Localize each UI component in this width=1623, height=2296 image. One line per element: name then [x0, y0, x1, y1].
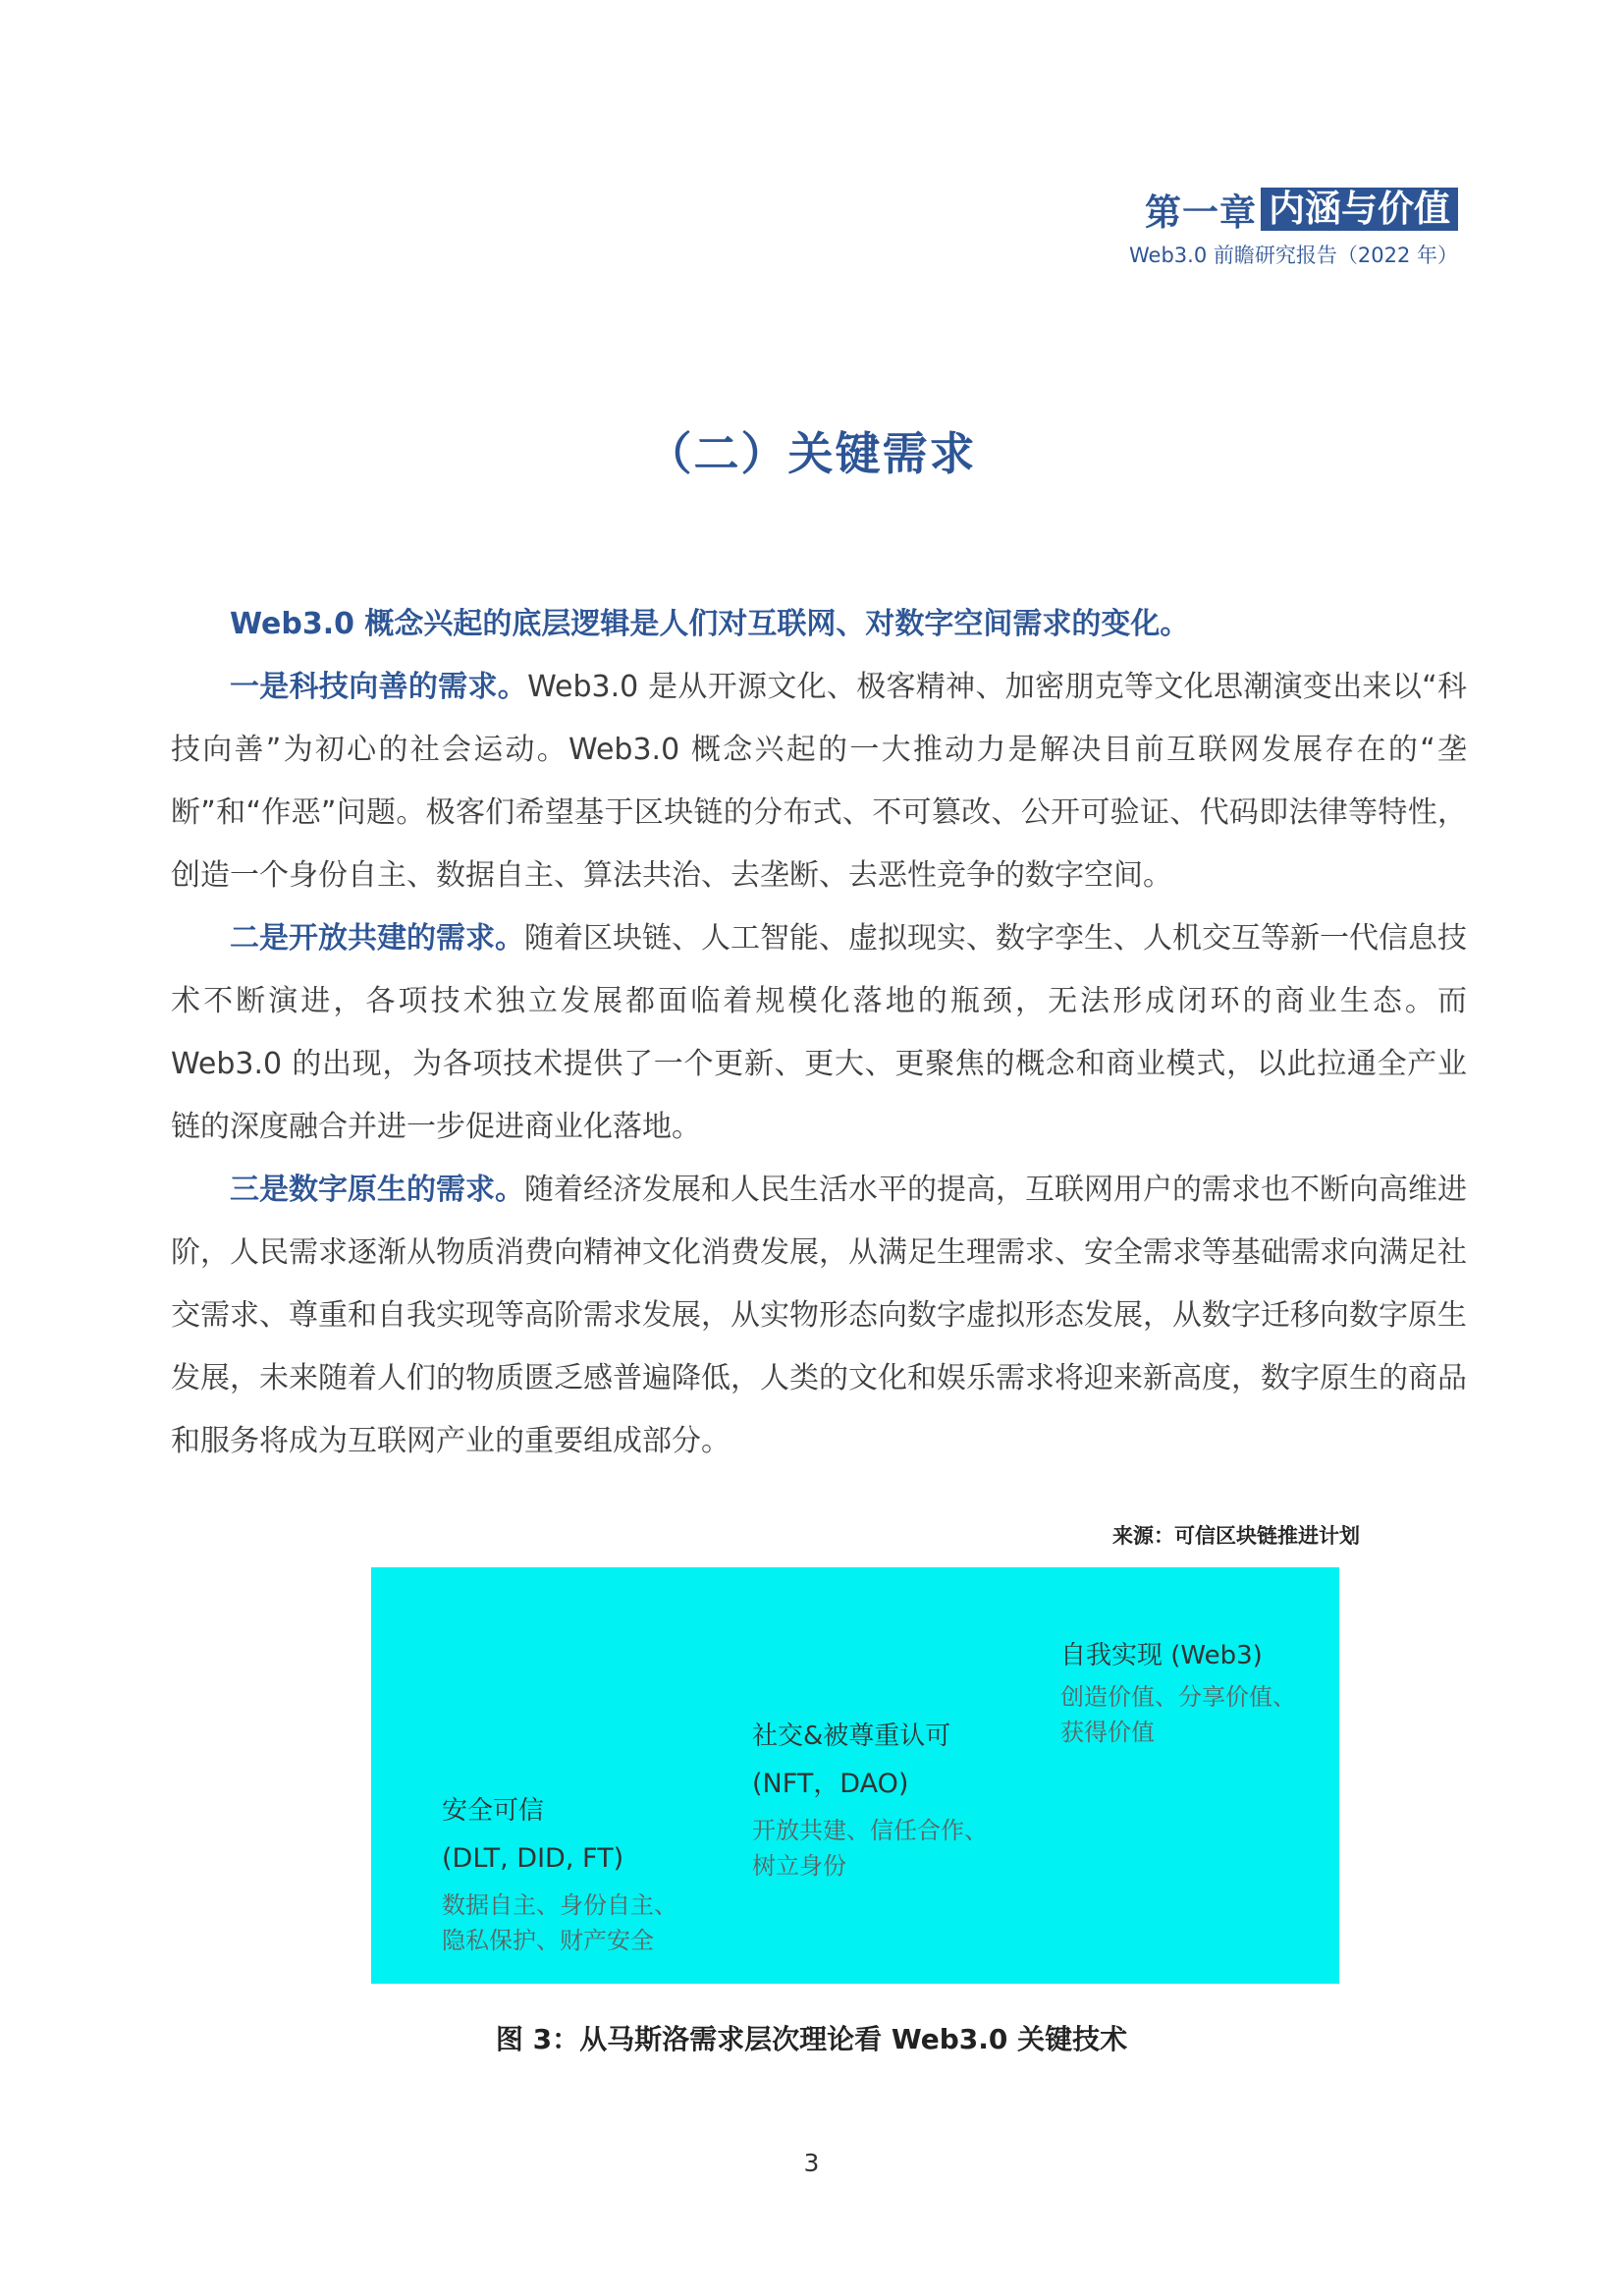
level-self-actualization [1060, 1636, 1296, 1750]
level-title: 安全可信 [442, 1796, 545, 1826]
page-header [1129, 183, 1458, 269]
section-title: （二）关键需求 [646, 427, 977, 480]
paragraph-lead: 二是开放共建的需求。 [230, 921, 524, 956]
level-social [752, 1717, 988, 1884]
paragraph-lead: 一是科技向善的需求。 [230, 670, 528, 704]
level-desc-line1: 创造价值、分享价值、 [1060, 1683, 1296, 1711]
chapter-label: 第一章 [1145, 191, 1257, 234]
paragraph-open-build [171, 907, 1467, 1159]
level-desc-line2: 隐私保护、财产安全 [442, 1927, 654, 1954]
level-subtitle: (NFT，DAO) [752, 1769, 909, 1799]
page-number: 3 [803, 2149, 820, 2177]
level-desc-line2: 树立身份 [752, 1852, 846, 1880]
figure-caption: 图 3：从马斯洛需求层次理论看 Web3.0 关键技术 [495, 2023, 1128, 2055]
intro-paragraph [171, 593, 1467, 656]
chapter-name: 内涵与价值 [1261, 188, 1458, 231]
paragraph-text: 随着区块链、人工智能、虚拟现实、数字孪生、人机交互等新一代信息技术不断演进，各项技术独立发展都面临着规模化落地的瓶颈，无法形成闭环的商业生态。而 Web3.0 的出现，为各项技术提供了一个更新、更大、更聚焦的概念和商业模式，以此拉通全产业链的深度融合并进一步促进商业化落地。 [171, 921, 1467, 1144]
paragraph-lead: 三是数字原生的需求。 [230, 1173, 524, 1207]
report-title: Web3.0 前瞻研究报告（2022 年） [1129, 244, 1458, 267]
level-title: 社交&被尊重认可 [752, 1722, 951, 1751]
chapter-heading [1129, 183, 1458, 236]
body-text [171, 593, 1467, 1473]
level-desc-line1: 数据自主、身份自主、 [442, 1891, 677, 1919]
paragraph-text: 随着经济发展和人民生活水平的提高，互联网用户的需求也不断向高维进阶，人民需求逐渐从物质消费向精神文化消费发展，从满足生理需求、安全需求等基础需求向满足社交需求、尊重和自我实现等高阶需求发展，从实物形态向数字虚拟形态发展，从数字迁移向数字原生发展，未来随着人们的物质匮乏感普遍降低，人类的文化和娱乐需求将迎来新高度，数字原生的商品和服务将成为互联网产业的重要组成部分。 [171, 1173, 1467, 1458]
paragraph-digital-native [171, 1159, 1467, 1473]
paragraph-tech-for-good [171, 656, 1467, 907]
paragraph-text: Web3.0 是从开源文化、极客精神、加密朋克等文化思潮演变出来以“科技向善”为初心的社会运动。Web3.0 概念兴起的一大推动力是解决目前互联网发展存在的“垄断”和“作恶”问题。极客们希望基于区块链的分布式、不可篡改、公开可验证、代码即法律等特性，创造一个身份自主、数据自主、算法共治、去垄断、去恶性竞争的数字空间。 [171, 670, 1467, 893]
maslow-figure [371, 1567, 1339, 1984]
level-title: 自我实现 (Web3) [1060, 1641, 1263, 1670]
level-subtitle: (DLT, DID, FT) [442, 1843, 624, 1874]
figure-source: 来源：可信区块链推进计划 [1112, 1524, 1360, 1548]
level-desc-line2: 获得价值 [1060, 1719, 1155, 1746]
level-desc-line1: 开放共建、信任合作、 [752, 1817, 988, 1844]
level-security [442, 1791, 677, 1958]
intro-text: Web3.0 概念兴起的底层逻辑是人们对互联网、对数字空间需求的变化。 [230, 607, 1190, 641]
